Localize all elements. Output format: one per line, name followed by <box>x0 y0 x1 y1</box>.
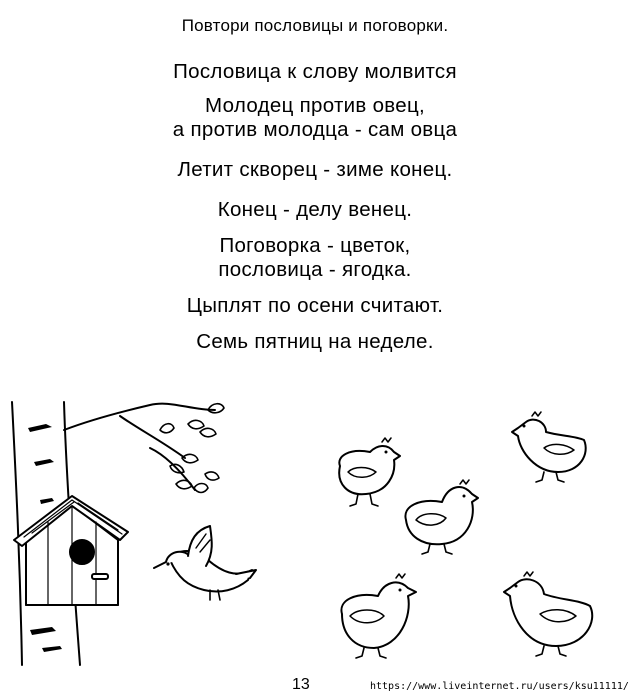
proverb-line: Поговорка - цветок, <box>219 234 411 257</box>
chick <box>512 412 586 482</box>
proverb-line: Семь пятниц на неделе. <box>196 330 434 353</box>
tree-trunk-left <box>12 402 22 665</box>
page-number: 13 <box>292 676 310 693</box>
birdhouse-perch <box>92 574 108 579</box>
tree-branch-twig <box>120 416 185 458</box>
source-watermark: https://www.liveinternet.ru/users/ksu11111/ <box>370 681 629 692</box>
proverb-item <box>0 60 630 84</box>
proverb-line: Летит скворец - зиме конец. <box>177 158 453 181</box>
proverb-item <box>0 294 630 318</box>
proverb-item <box>0 234 630 282</box>
coloring-illustration <box>0 380 630 670</box>
proverb-item <box>0 330 630 354</box>
chick <box>405 480 478 554</box>
proverb-line: Молодец против овец, <box>205 94 425 117</box>
bird-eye <box>166 562 169 565</box>
chick <box>504 572 592 656</box>
starling-bird <box>154 526 256 600</box>
proverb-item <box>0 158 630 182</box>
proverb-line: пословица - ягодка. <box>218 258 412 281</box>
proverb-line: а против молодца - сам овца <box>172 118 458 141</box>
proverb-line: Цыплят по осени считают. <box>186 294 444 317</box>
chick <box>339 438 400 506</box>
page-title: Повтори пословицы и поговорки. <box>181 16 449 35</box>
proverb-item <box>0 198 630 222</box>
proverb-list <box>0 58 630 354</box>
birdhouse <box>14 496 128 605</box>
birdhouse-hole <box>70 540 94 564</box>
proverb-item <box>0 94 630 142</box>
tree-branch <box>64 404 215 430</box>
proverb-line: Конец - делу венец. <box>217 198 413 221</box>
chick <box>341 574 416 658</box>
proverb-line: Пословица к слову молвится <box>173 60 457 83</box>
